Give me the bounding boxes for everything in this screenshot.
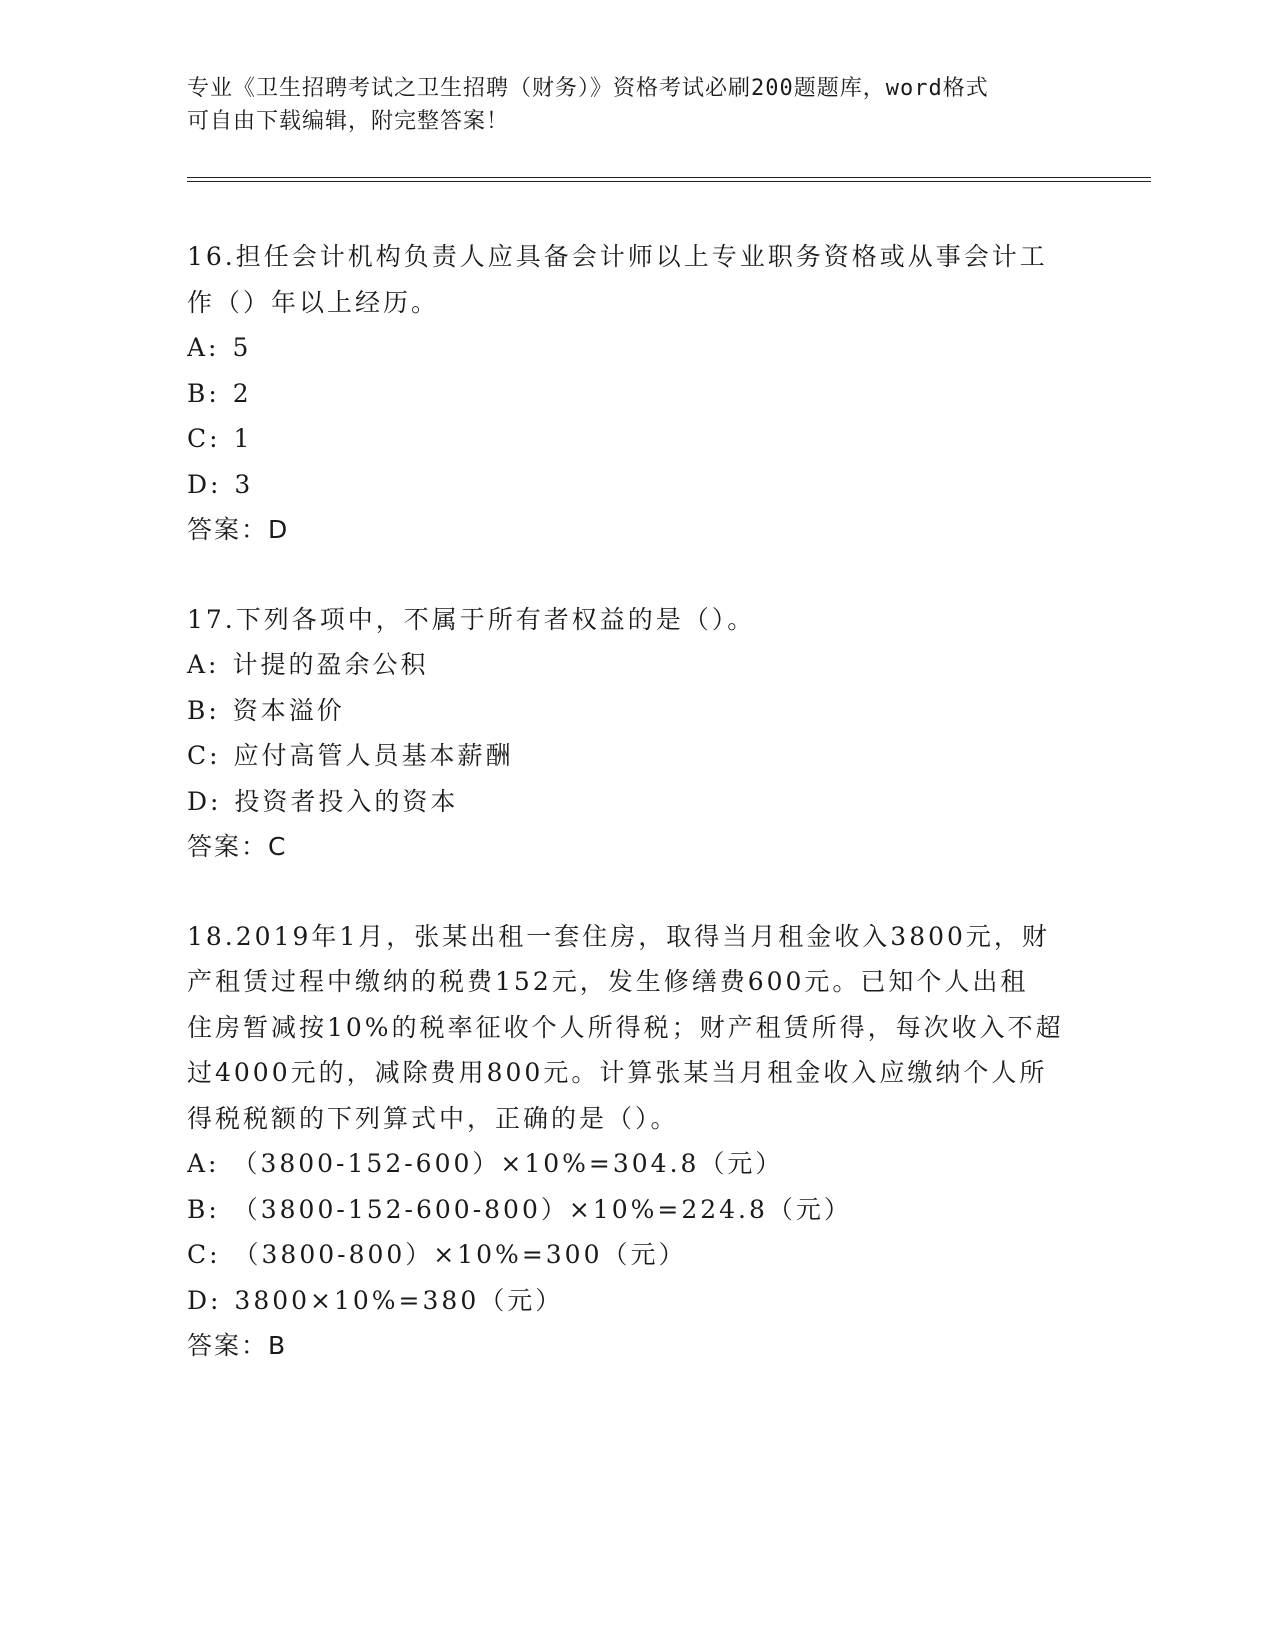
stem-line: 产租赁过程中缴纳的税费152元，发生修缮费600元。已知个人出租 xyxy=(187,967,1029,996)
option-d xyxy=(187,779,1077,825)
option-c xyxy=(187,733,1077,779)
option-b xyxy=(187,1187,1077,1233)
question-18 xyxy=(187,914,1077,1369)
option-letter: D: xyxy=(187,1285,222,1315)
stem-line: 过4000元的，减除费用800元。计算张某当月租金收入应缴纳个人所 xyxy=(187,1058,1048,1087)
option-text: 资本溢价 xyxy=(232,695,345,725)
option-b xyxy=(187,688,1077,734)
question-17 xyxy=(187,597,1077,870)
option-letter: C: xyxy=(187,1240,221,1269)
option-a xyxy=(187,325,1077,371)
stem-line: 得税税额的下列算式中，正确的是（）。 xyxy=(187,1103,679,1133)
header-line-1: 专业《卫生招聘考试之卫生招聘（财务）》资格考试必刷200题题库，word格式 xyxy=(187,76,989,101)
option-a xyxy=(187,642,1077,688)
option-text: 1 xyxy=(233,424,253,453)
answer-line: 答案：B xyxy=(187,1331,288,1360)
stem-line: 16.担任会计机构负责人应具备会计师以上专业职务资格或从事会计工 xyxy=(187,242,1048,271)
option-c xyxy=(187,416,1077,462)
option-text: 5 xyxy=(232,333,252,362)
question-stem xyxy=(187,234,1077,325)
option-d xyxy=(187,462,1077,508)
option-letter: A: xyxy=(187,650,220,679)
header-divider-top xyxy=(187,177,1151,178)
question-stem xyxy=(187,597,1077,643)
option-text: 2 xyxy=(232,378,252,408)
question-list xyxy=(187,234,1077,1413)
option-letter: C: xyxy=(187,741,221,770)
option-text: 3800×10%=380（元） xyxy=(234,1285,564,1315)
document-header xyxy=(187,72,1067,138)
option-letter: B: xyxy=(187,695,220,725)
option-letter: B: xyxy=(187,378,220,408)
option-text: 3 xyxy=(234,469,254,499)
option-letter: D: xyxy=(187,469,222,499)
option-letter: B: xyxy=(187,1194,220,1224)
option-d xyxy=(187,1278,1077,1324)
stem-line: 17.下列各项中，不属于所有者权益的是（）。 xyxy=(187,604,756,634)
answer-line: 答案：D xyxy=(187,515,290,544)
option-text: 投资者投入的资本 xyxy=(234,786,459,816)
header-line-2: 可自由下载编辑，附完整答案！ xyxy=(187,109,510,134)
option-text: 应付高管人员基本薪酬 xyxy=(233,741,514,770)
header-divider-bottom xyxy=(187,181,1151,182)
option-letter: D: xyxy=(187,786,222,816)
answer-line: 答案：C xyxy=(187,832,288,861)
option-c xyxy=(187,1232,1077,1278)
option-text: （3800-800）×10%=300（元） xyxy=(233,1240,687,1269)
option-letter: C: xyxy=(187,424,221,453)
option-b xyxy=(187,371,1077,417)
stem-line: 住房暂减按10%的税率征收个人所得税；财产租赁所得，每次收入不超 xyxy=(187,1012,1064,1042)
question-stem xyxy=(187,914,1077,1142)
question-16 xyxy=(187,234,1077,553)
option-text: （3800-152-600-800）×10%=224.8（元） xyxy=(232,1194,852,1224)
option-text: 计提的盈余公积 xyxy=(232,650,429,679)
option-letter: A: xyxy=(187,1149,220,1178)
stem-line: 18.2019年1月，张某出租一套住房，取得当月租金收入3800元，财 xyxy=(187,921,1050,951)
stem-line: 作（）年以上经历。 xyxy=(187,287,440,317)
option-a xyxy=(187,1141,1077,1187)
option-text: （3800-152-600）×10%=304.8（元） xyxy=(232,1149,784,1178)
option-letter: A: xyxy=(187,333,220,362)
